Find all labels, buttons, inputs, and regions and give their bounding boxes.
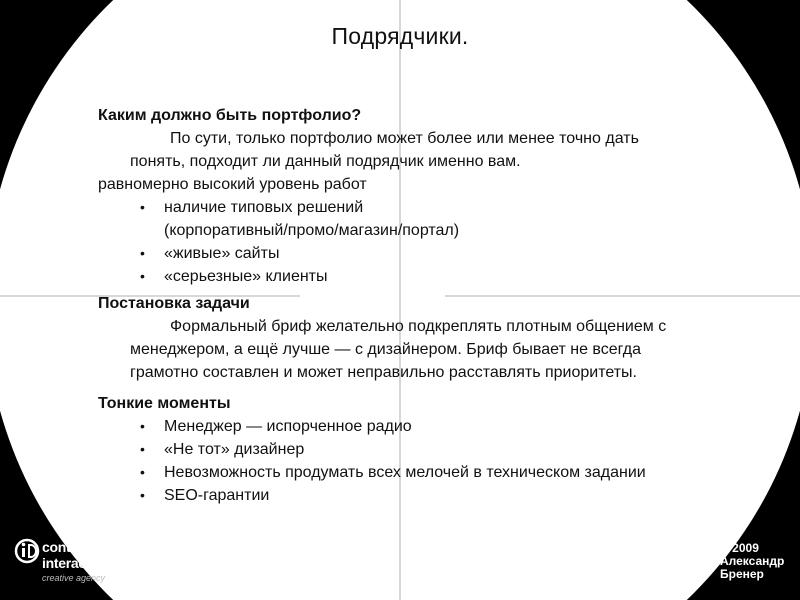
list-item: • «живые» сайты bbox=[98, 242, 718, 265]
slide-content bbox=[98, 104, 718, 507]
section-heading-subtle: Тонкие моменты bbox=[98, 395, 231, 412]
copyright-block bbox=[720, 542, 784, 581]
bullet-icon: • bbox=[140, 464, 145, 480]
task-paragraph-line-2: менеджером, а ещё лучше — с дизайнером. Бриф бывает не всегда bbox=[130, 341, 641, 358]
task-paragraph-line-3: грамотно составлен и может неправильно расставлять приоритеты. bbox=[130, 364, 637, 381]
bullet-icon: • bbox=[140, 245, 145, 261]
list-item: • SEO-гарантии bbox=[98, 484, 718, 507]
copyright-year: © 2009 bbox=[720, 541, 759, 555]
portfolio-paragraph-line-2: понять, подходит ли данный подрядчик именно вам. bbox=[130, 153, 521, 170]
slide-title: Подрядчики. bbox=[331, 23, 469, 49]
subtle-bullet-list bbox=[98, 415, 718, 507]
list-item: • «серьезные» клиенты bbox=[98, 265, 718, 288]
list-item-continuation: (корпоративный/промо/магазин/портал) bbox=[164, 222, 460, 239]
section-heading-task: Постановка задачи bbox=[98, 295, 250, 312]
bullet-icon: • bbox=[140, 268, 145, 284]
logo-line-2: interactive bbox=[42, 555, 109, 571]
list-item: • «Не тот» дизайнер bbox=[98, 438, 718, 461]
list-item: • Менеджер — испорченное радио bbox=[98, 415, 718, 438]
copyright-author-first: Александр bbox=[720, 554, 785, 568]
portfolio-plain-line: равномерно высокий уровень работ bbox=[98, 176, 367, 193]
section-heading-portfolio: Каким должно быть портфолио? bbox=[98, 107, 362, 124]
portfolio-paragraph-line-1: По сути, только портфолио может более или менее точно дать bbox=[170, 130, 639, 147]
list-item: • наличие типовых решений bbox=[98, 196, 718, 219]
logo-line-1: contrast bbox=[42, 539, 95, 555]
bullet-icon: • bbox=[140, 487, 145, 503]
bullet-icon: • bbox=[140, 199, 145, 215]
copyright-author-last: Бренер bbox=[720, 567, 764, 581]
list-item: • Невозможность продумать всех мелочей в техническом задании bbox=[98, 461, 718, 484]
logo-line-3: creative agency bbox=[42, 573, 106, 583]
bullet-icon: • bbox=[140, 418, 145, 434]
contrast-logo-icon bbox=[14, 538, 40, 564]
portfolio-bullet-list bbox=[98, 196, 718, 288]
task-paragraph-line-1: Формальный бриф желательно подкреплять плотным общением с bbox=[170, 318, 667, 335]
bullet-icon: • bbox=[140, 441, 145, 457]
